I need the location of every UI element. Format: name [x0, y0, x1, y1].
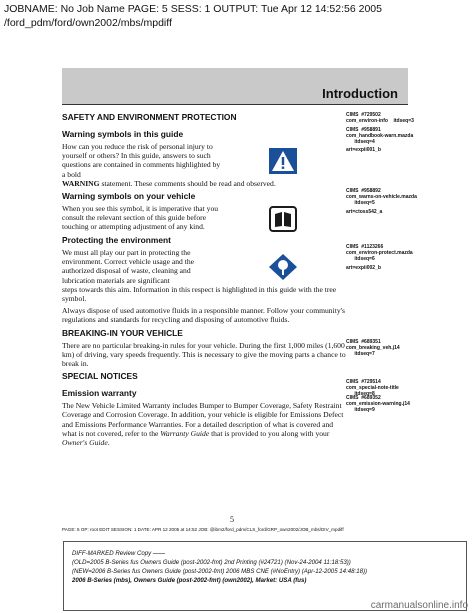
warning-guide-heading: Warning symbols in this guide	[62, 129, 184, 139]
warning-guide-text-2-body: statement. These comments should be read and observed.	[101, 178, 276, 188]
watermark: carmanualsonline.info	[370, 600, 468, 611]
cims-art-ref: art=ctoss542_a	[346, 209, 383, 215]
diff-new: (NEW=2006 B-Series fus Owners Guide (post-2002-fmt) 2006 MBS CNE (#NoEntry) (Apr-12-2005 14:48:18))	[72, 568, 368, 575]
cims-note: CIMS #689352 com_emission-warning.j14 itdseq=9	[346, 395, 410, 413]
environment-text: We must all play our part in protecting the environment. Correct vehicle usage and the authorized disposal of waste, cleaning and lubrication materials are significant	[62, 248, 194, 285]
emission-heading: Emission warranty	[62, 388, 137, 399]
emission-text-a: The New Vehicle Limited Warranty includes Bumper to Bumper Coverage, Safety Restraint Coverage and Corrosion Coverage. In addition, your vehicle is eligible for Emissions Defect and Emissions Performance Warranties. For a detailed description of what is covered and what is not covered, refer to the	[62, 401, 344, 438]
breakin-text: There are no particular breaking-in rules for your vehicle. During the first 1,000 miles (1,600 km) of driving, vary speeds frequently. This is necessary to give the moving parts a chance to break in.	[62, 340, 346, 369]
cims-note: CIMS #958891 com_handbook-warn.mazda itdseq=4	[346, 127, 414, 145]
emission-text-b: that is provided to you along with your	[211, 428, 330, 438]
warranty-guide-title: Warranty Guide	[160, 428, 210, 438]
warning-vehicle-heading: Warning symbols on your vehicle	[62, 191, 196, 202]
job-header-line1: JOBNAME: No Job Name PAGE: 5 SESS: 1 OUTPUT: Tue Apr 12 14:52:56 2005	[4, 3, 382, 15]
section-title: Introduction	[322, 86, 398, 101]
job-header-line2: /ford_pdm/ford/own2002/mbs/mpdiff	[4, 17, 172, 29]
cims-note: CIMS #958892 com_warns-on-vehicle.mazda itdseq=5	[346, 188, 417, 206]
environment-text-2: steps towards this aim. Information in this respect is highlighted in this guide with the tree symbol.	[62, 284, 337, 304]
breakin-heading: BREAKING-IN YOUR VEHICLE	[62, 327, 183, 338]
band-divider	[62, 104, 408, 105]
environment-text-3: Always dispose of used automotive fluids in a responsible manner. Follow your community's regulations and standards for recycling and disposing of automotive fluids.	[62, 306, 345, 325]
diff-title: DIFF-MARKED Review Copy ——	[72, 550, 166, 557]
page-content	[62, 112, 347, 450]
cims-note: CIMS #729514 com_special-note-title itdseq=8	[346, 379, 399, 397]
warning-guide-text: How can you reduce the risk of personal injury to yourself or others? In this guide, answers to such questions are contained in comments highlighted by a bold	[62, 142, 221, 179]
diff-market: 2006 B-Series (mbs), Owners Guide (post-2002-fmt) (own2002), Market: USA (fus)	[72, 577, 307, 584]
section-band	[62, 68, 408, 104]
environment-heading: Protecting the environment	[62, 235, 171, 246]
safety-heading: SAFETY AND ENVIRONMENT PROTECTION	[62, 112, 237, 122]
cims-art-ref: art=expii002_b	[346, 265, 381, 271]
cims-note: CIMS #689351 com_breaking_veh.j14 itdseq=7	[346, 339, 400, 357]
cims-note: CIMS #729502 com_environ-info itdseq=3	[346, 112, 414, 124]
emission-text-c: .	[107, 438, 110, 448]
warning-bold-word: WARNING	[62, 178, 100, 188]
diff-old: (OLD=2005 B-Series fus Owners Guide (post-2002-fmt) 2nd Printing (#24721) (Nov-24-2004 11:18:53))	[72, 559, 351, 566]
owners-guide-title: Owner's Guide	[62, 438, 108, 448]
cims-note: CIMS #1123266 com_environ-protect.mazda itdseq=6	[346, 244, 413, 262]
warning-triangle-icon	[269, 148, 297, 174]
emission-text	[62, 401, 347, 447]
special-notices-heading: SPECIAL NOTICES	[62, 371, 138, 382]
book-warning-icon	[269, 206, 297, 232]
job-header	[4, 2, 470, 30]
environment-tree-icon	[269, 254, 297, 280]
warning-guide-text-2	[62, 179, 347, 188]
page-number: 5	[230, 515, 234, 524]
warning-vehicle-text: When you see this symbol, it is imperative that you consult the relevant section of this guide before touching or attempting adjustment of any kind.	[62, 204, 219, 232]
cims-art-ref: art=expii001_b	[346, 147, 381, 153]
job-footer: PAGE: 5 OP: root EDIT SESSION: 1 DATE: APR 12 2005 at 14:52 JOB: @ibm2/ford_pdm/CLS_ford/GRP_own2002/JOB_mbs/DIV_mpdiff	[62, 527, 344, 532]
